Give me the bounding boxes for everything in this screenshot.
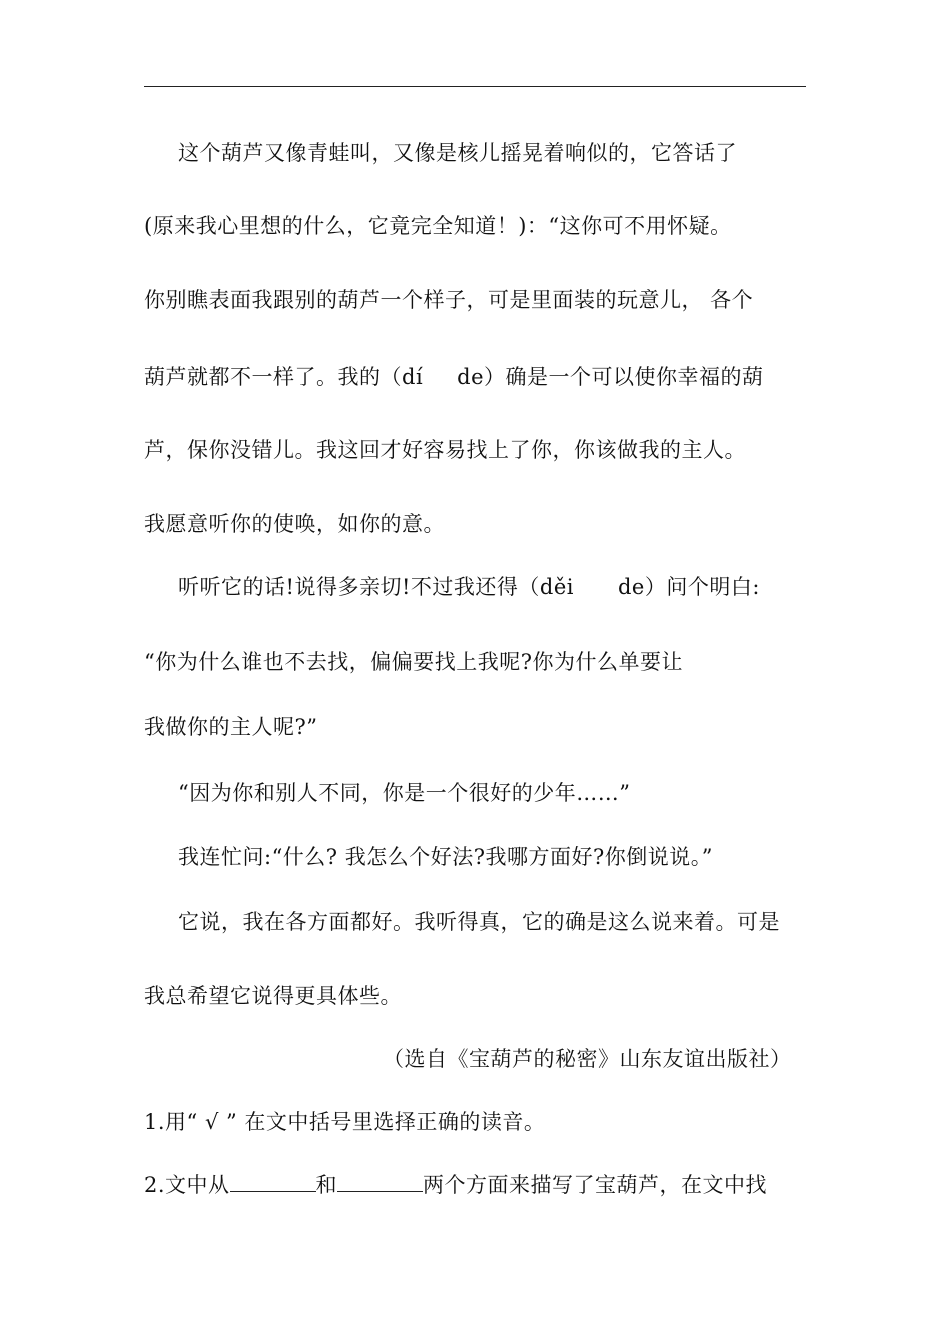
p2-line-1 <box>178 573 760 601</box>
p2-line-3: 我做你的主人呢?” <box>144 715 318 739</box>
p1-line-2: (原来我心里想的什么，它竟完全知道！)：“这你可不用怀疑。 <box>144 214 732 238</box>
p5-line-2: 我总希望它说得更具体些。 <box>144 984 402 1008</box>
p1-line-5: 芦，保你没错儿。我这回才好容易找上了你，你该做我的主人。 <box>144 438 746 462</box>
p2-line-1-part-b: de）问个明白: <box>617 575 760 599</box>
p2-line-2: “你为什么谁也不去找，偏偏要找上我呢?你为什么单要让 <box>144 650 683 674</box>
question-2 <box>144 1171 767 1199</box>
question-2-part-c: 两个方面来描写了宝葫芦，在文中找 <box>423 1173 768 1197</box>
p5-line-1: 它说，我在各方面都好。我听得真，它的确是这么说来着。可是 <box>178 910 780 934</box>
question-2-part-a: 2.文中从 <box>144 1173 230 1197</box>
p3-line: “因为你和别人不同，你是一个很好的少年……” <box>178 781 631 805</box>
p1-line-4-part-b: de）确是一个可以使你幸福的葫 <box>457 365 764 389</box>
p2-line-1-part-a: 听听它的话!说得多亲切!不过我还得（děi <box>178 575 574 599</box>
p1-line-4-part-a: 葫芦就都不一样了。我的（dí <box>144 365 424 389</box>
answer-blank-1[interactable] <box>230 1171 316 1192</box>
p1-line-4 <box>144 363 764 391</box>
answer-blank-2[interactable] <box>337 1171 423 1192</box>
p4-line: 我连忙问:“什么? 我怎么个好法?我哪方面好?你倒说说。” <box>178 845 713 869</box>
header-rule <box>144 86 806 87</box>
question-1: 1.用“ √ ” 在文中括号里选择正确的读音。 <box>144 1110 546 1134</box>
p1-line-6: 我愿意听你的使唤，如你的意。 <box>144 512 445 536</box>
question-2-part-b: 和 <box>315 1173 338 1197</box>
p1-line-1: 这个葫芦又像青蛙叫，又像是核儿摇晃着响似的，它答话了 <box>178 141 737 165</box>
p1-line-3: 你别瞧表面我跟别的葫芦一个样子，可是里面装的玩意儿， 各个 <box>144 288 754 312</box>
source-citation: （选自《宝葫芦的秘密》山东友谊出版社） <box>383 1047 792 1071</box>
